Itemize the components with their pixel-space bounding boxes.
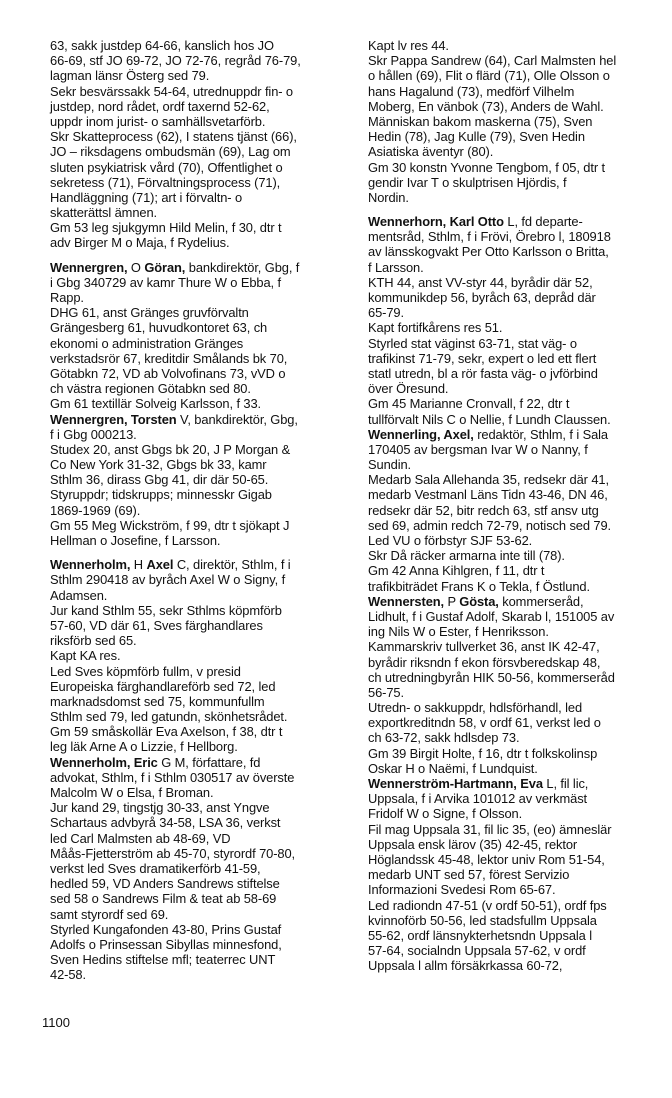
text-line: verkst led Sves dramatikerförb 41-59,: [50, 860, 261, 876]
text-line: Jur kand 29, tingstjg 30-33, anst Yngve: [50, 800, 270, 816]
text-line: Sundin.: [368, 457, 412, 473]
right-column: [368, 38, 664, 973]
text-line: f i Gbg 000213.: [50, 426, 137, 442]
text-line: Kapt lv res 44.: [368, 38, 449, 53]
text-line: 170405 av bergsman Ivar W o Nanny, f: [368, 441, 588, 457]
text-line: f Larsson.: [368, 259, 424, 275]
text-line: Uppsala ensk lärov (35) 42-45, rektor: [368, 836, 578, 852]
text-line: 57-64, socialndn Uppsala 57-62, v ordf: [368, 943, 586, 959]
text-line: 65-79.: [368, 305, 404, 321]
text-line: Sthlm 290418 av byråch Axel W o Signy, f: [50, 572, 286, 588]
text-line: Gm 45 Marianne Cronvall, f 22, dtr t: [368, 396, 570, 412]
text-line: Grängesberg 61, huvudkontoret 63, ch: [50, 320, 268, 336]
text-line: 66-69, stf JO 69-72, JO 72-76, regråd 76-79,: [50, 53, 301, 69]
text-line: Medarb Sala Allehanda 35, redsekr där 41,: [368, 472, 609, 488]
text-line: 63, sakk justdep 64-66, kanslich hos JO: [50, 38, 274, 53]
text-line: statl utredn, bl a rör fasta väg- o jvförbind: [368, 365, 598, 381]
text-line: ing Nils W o Ester, f Henriksson.: [368, 624, 549, 640]
text-line: Gm 39 Birgit Holte, f 16, dtr t folkskolinsp: [368, 745, 598, 761]
text-line: Styrled Kungafonden 43-80, Prins Gustaf: [50, 921, 282, 937]
text-line: mentsråd, Sthlm, f i Frövi, Örebro l, 180918: [368, 229, 611, 245]
text-line: Gm 53 leg sjukgymn Hild Melin, f 30, dtr t: [50, 220, 282, 236]
text-line: Hellman o Josefine, f Larsson.: [50, 533, 221, 548]
text-line: lagman länsr Österg sed 79.: [50, 68, 210, 84]
text-line: Skr Skatteprocess (62), I statens tjänst (66),: [50, 129, 297, 145]
text-line: Led VU o förbstyr SJF 53-62.: [368, 533, 533, 548]
text-line: sed 58 o Sandrews Film & teat ab 58-69: [50, 891, 277, 907]
text-line: Nordin.: [368, 189, 409, 205]
text-line: 42-58.: [50, 967, 86, 983]
text-line: Wennersten, P Gösta, kommerseråd,: [368, 593, 584, 609]
text-line: DHG 61, anst Gränges gruvförvaltn: [50, 305, 249, 321]
text-line: Wennerholm, Eric G M, författare, fd: [50, 754, 261, 770]
text-line: Människan bakom maskerna (75), Sven: [368, 113, 593, 129]
text-line: trafikinst 71-79, sekr, expert o led ett flert: [368, 350, 597, 366]
text-line: medarb UNT sed 57, förest Servizio: [368, 867, 570, 883]
text-line: Adolfs o Prinsessan Sibyllas minnesfond,: [50, 936, 282, 952]
text-line: Kapt KA res.: [50, 648, 121, 664]
text-line: JO – riksdagens ombudsmän (69), Lag om: [50, 144, 291, 160]
text-line: adv Birger M o Maja, f Rydelius.: [50, 235, 230, 251]
text-line: Rapp.: [50, 290, 84, 305]
text-line: Oskar H o Naëmi, f Lundquist.: [368, 760, 538, 776]
text-line: Handläggning (71); art i förvaltn- o: [50, 189, 243, 205]
text-line: Gm 30 konstn Yvonne Tengbom, f 05, dtr t: [368, 159, 606, 175]
entry-gap: [368, 205, 664, 214]
text-line: sluten psykiatrisk vård (70), Offentlighet o: [50, 159, 283, 175]
text-line: samt styrordf sed 69.: [50, 906, 169, 922]
text-line: exportkreditndn 58, v ordf 61, verkst led o: [368, 715, 601, 731]
text-line: Adamsen.: [50, 587, 108, 603]
text-line: 55-62, ordf länsnykterhetsndn Uppsala l: [368, 927, 592, 943]
text-line: led Carl Malmsten ab 48-69, VD: [50, 830, 231, 846]
text-line: Asiatiska äventyr (80).: [368, 144, 494, 160]
text-line: Wennerholm, H Axel C, direktör, Sthlm, f i: [50, 557, 291, 573]
text-line: Skr Då räcker armarna inte till (78).: [368, 548, 565, 564]
text-line: trafikbiträdet Frans K o Tekla, f Östlund.: [368, 578, 590, 594]
text-line: uppdr inom jurist- o samhällsvetarförb.: [50, 113, 266, 129]
text-line: Götabkn 72, VD ab Volvofinans 73, vVD o: [50, 365, 286, 381]
text-line: Styrled stat väginst 63-71, stat väg- o: [368, 335, 577, 351]
text-line: verkstadsrör 67, kreditdir Smålands bk 70,: [50, 350, 288, 366]
text-line: Jur kand Sthlm 55, sekr Sthlms köpmförb: [50, 602, 282, 618]
text-line: leg läk Arne A o Lizzie, f Hellborg.: [50, 739, 238, 755]
text-line: Utredn- o sakkuppdr, hdlsförhandl, led: [368, 700, 583, 716]
text-line: KTH 44, anst VV-styr 44, byrådir där 52,: [368, 274, 593, 290]
text-line: Wennergren, Torsten V, bankdirektör, Gbg,: [50, 411, 298, 427]
text-line: redsekr där 52, bitr redch 63, stf ansv utg: [368, 502, 599, 518]
text-line: medarb Vestmanl Läns Tidn 43-46, DN 46,: [368, 487, 608, 503]
text-line: över Öresund.: [368, 381, 449, 397]
page-number: 1100: [42, 1015, 70, 1030]
text-line: kommunikdep 56, byråch 63, depråd där: [368, 290, 596, 305]
text-line: Hedin (78), Jag Kulle (79), Sven Hedin: [368, 129, 585, 145]
entry-gap: [50, 548, 350, 557]
text-line: Led radiondn 47-51 (v ordf 50-51), ordf fps: [368, 897, 607, 913]
text-line: ch 63-72, sakk hdlsdep 73.: [368, 730, 520, 746]
text-line: Höglandssk 45-48, lektor univ Rom 51-54,: [368, 851, 605, 867]
text-line: skatterättsl ämnen.: [50, 205, 158, 221]
text-line: Wennerström-Hartmann, Eva L, fil lic,: [368, 776, 589, 791]
text-line: Sthlm sed 79, led gatundn, skönhetsrådet.: [50, 709, 288, 725]
text-line: Lidhult, f i Gustaf Adolf, Skarab l, 151005 av: [368, 608, 615, 624]
text-line: Schartaus advbyrå 34-58, LSA 36, verkst: [50, 815, 281, 831]
text-line: Kapt fortifkårens res 51.: [368, 320, 503, 336]
text-line: Sthlm 36, dirass Gbg 41, dir där 50-65.: [50, 472, 269, 488]
text-line: riksförb sed 65.: [50, 633, 137, 649]
text-line: Sven Hedins stiftelse mfl; teaterrec UNT: [50, 952, 276, 968]
text-line: Europeiska färghandlareförb sed 72, led: [50, 678, 276, 694]
text-line: 56-75.: [368, 684, 404, 700]
text-line: Gm 42 Anna Kihlgren, f 11, dtr t: [368, 563, 545, 579]
text-line: sekretess (71), Förvaltningsprocess (71),: [50, 174, 281, 190]
text-line: hedled 59, VD Anders Sandrews stiftelse: [50, 876, 280, 892]
text-line: Styruppdr; tidskrupps; minnesskr Gigab: [50, 487, 272, 503]
text-line: ekonomi o administration Gränges: [50, 335, 244, 351]
text-line: Informazioni Svedesi Rom 65-67.: [368, 882, 556, 898]
text-line: hans Hagalund (73), medförf Vilhelm: [368, 83, 575, 99]
text-line: Gm 59 småskollär Eva Axelson, f 38, dtr t: [50, 724, 283, 740]
text-line: sed 69, admin redch 72-79, notisch sed 79.: [368, 517, 612, 533]
text-line: justdep, nord rådet, ordf taxernd 52-62,: [50, 98, 270, 114]
text-line: av länsskogvakt Per Otto Karlsson o Britta,: [368, 244, 609, 260]
text-line: Uppsala, f i Arvika 101012 av verkmäst: [368, 791, 588, 807]
text-line: Malcolm W o Elsa, f Broman.: [50, 785, 214, 800]
entry-gap: [50, 251, 350, 260]
text-line: Moberg, En vänbok (73), Anders de Wahl.: [368, 98, 604, 114]
text-line: Wennerling, Axel, redaktör, Sthlm, f i Sala: [368, 426, 608, 442]
text-line: Måås-Fjetterström ab 45-70, styrordf 70-80,: [50, 845, 296, 861]
text-line: Gm 55 Meg Wickström, f 99, dtr t sjökapt J: [50, 517, 290, 533]
text-line: Gm 61 textillär Solveig Karlsson, f 33.: [50, 396, 262, 412]
text-line: o hållen (69), Flit o flärd (71), Olle Olsson o: [368, 68, 610, 84]
text-line: kvinnoförb 50-56, led stadsfullm Uppsala: [368, 912, 597, 928]
text-line: Fil mag Uppsala 31, fil lic 35, (eo) ämneslär: [368, 821, 612, 837]
text-line: marknadsdomst sed 75, kommunfullm: [50, 693, 265, 709]
text-line: Wennerhorn, Karl Otto L, fd departe-: [368, 214, 583, 230]
left-column: [50, 38, 350, 982]
text-line: Studex 20, anst Gbgs bk 20, J P Morgan &: [50, 441, 291, 457]
text-line: tullförvalt Nils C o Nellie, f Lundh Claussen.: [368, 411, 611, 427]
text-line: advokat, Sthlm, f i Sthlm 030517 av överste: [50, 769, 295, 785]
text-line: Skr Pappa Sandrew (64), Carl Malmsten hel: [368, 53, 617, 69]
text-line: Uppsala l allm försäkrkassa 60-72,: [368, 958, 563, 974]
text-line: Sekr besvärssakk 54-64, utrednuppdr fin- o: [50, 83, 294, 99]
text-line: Fridolf W o Signe, f Olsson.: [368, 806, 523, 822]
text-line: 1869-1969 (69).: [50, 502, 141, 518]
text-line: Led Sves köpmförb fullm, v presid: [50, 663, 241, 679]
text-line: gendir Ivar T o skulptrisen Hjördis, f: [368, 174, 567, 190]
text-line: Co New York 31-32, Gbgs bk 33, kamr: [50, 457, 267, 473]
text-line: ch västra regionen Götabkn sed 80.: [50, 381, 251, 397]
text-line: ch utredningbyrån HIK 50-56, kommerseråd: [368, 669, 615, 685]
text-line: byrådir riksndn f ekon försvberedskap 48,: [368, 654, 601, 670]
text-line: Wennergren, O Göran, bankdirektör, Gbg, f: [50, 259, 300, 275]
text-line: 57-60, VD där 61, Sves färghandlares: [50, 617, 263, 633]
text-line: Kammarskriv tullverket 36, anst IK 42-47,: [368, 639, 600, 655]
text-line: i Gbg 340729 av kamr Thure W o Ebba, f: [50, 274, 281, 290]
